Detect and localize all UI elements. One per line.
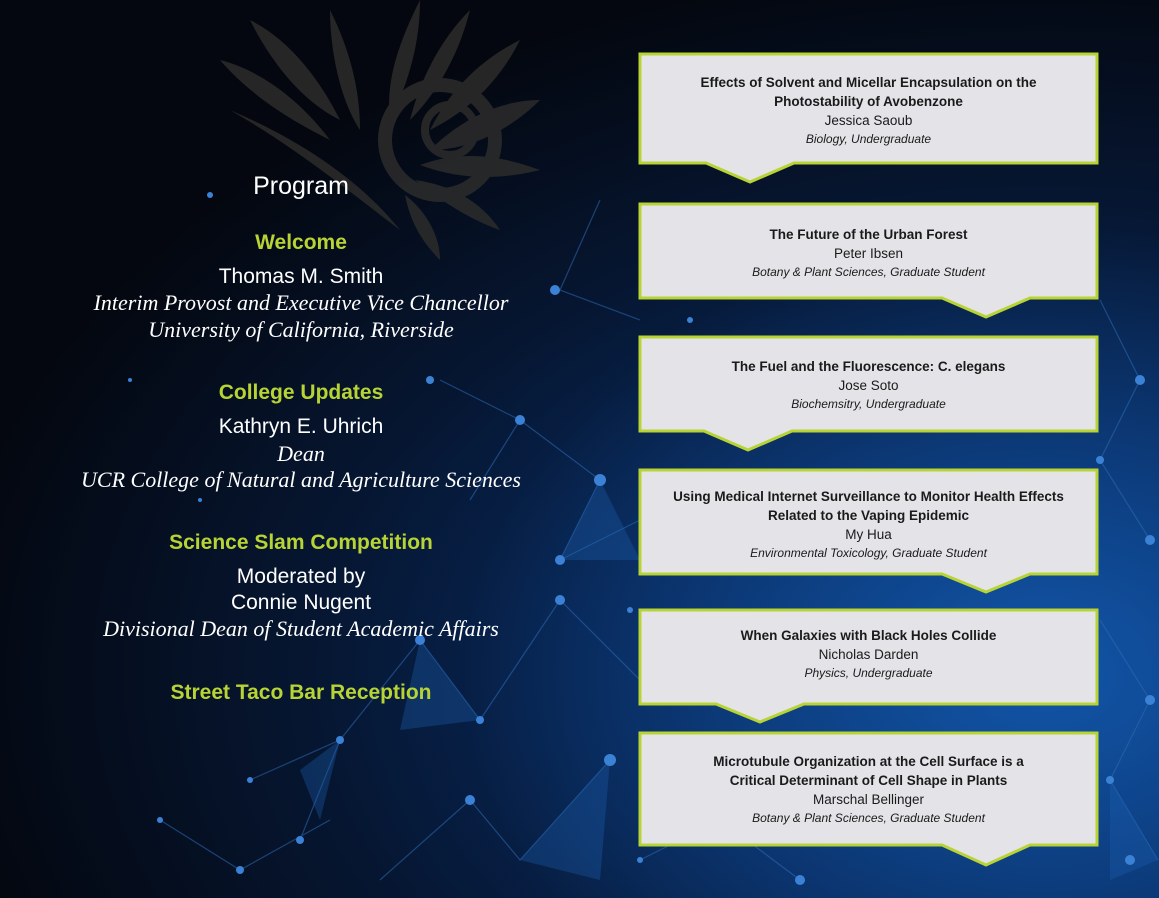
science-slam-moderated-by: Moderated by xyxy=(236,565,366,588)
science-slam-moderator-role: Divisional Dean of Student Academic Affairs xyxy=(103,616,499,641)
talk-presenter: Jose Soto xyxy=(838,378,899,393)
talk-presenter: Jessica Saoub xyxy=(824,113,913,128)
talk-title-line: Microtubule Organization at the Cell Surface is a xyxy=(713,754,1024,769)
talk-title-line: Related to the Vaping Epidemic xyxy=(767,508,970,523)
welcome-speaker-name: Thomas M. Smith xyxy=(218,265,384,288)
talk-card-content xyxy=(638,752,1099,827)
welcome-speaker-role: Interim Provost and Executive Vice Chancellor xyxy=(93,290,509,315)
college-updates-speaker-name: Kathryn E. Uhrich xyxy=(218,415,384,438)
talk-department: Botany & Plant Sciences, Graduate Student xyxy=(752,265,985,279)
talk-card xyxy=(638,202,1099,322)
talk-card xyxy=(638,468,1099,596)
talk-title-line: Effects of Solvent and Micellar Encapsulation on the xyxy=(700,75,1037,90)
talk-department: Biology, Undergraduate xyxy=(805,132,932,146)
talk-card xyxy=(638,731,1099,871)
talk-title-line: Using Medical Internet Surveillance to Monitor Health Effects xyxy=(673,489,1064,504)
talk-title-line: When Galaxies with Black Holes Collide xyxy=(740,628,997,643)
talk-title-line: The Fuel and the Fluorescence: C. elegans xyxy=(731,359,1006,374)
talk-department: Biochemsitry, Undergraduate xyxy=(791,397,946,411)
talk-presenter: Marschal Bellinger xyxy=(812,792,925,807)
welcome-heading: Welcome xyxy=(255,231,347,254)
talk-card-content xyxy=(638,626,1099,682)
talk-department: Botany & Plant Sciences, Graduate Student xyxy=(752,811,985,825)
talk-title-line: The Future of the Urban Forest xyxy=(769,227,968,242)
talk-presenter: My Hua xyxy=(845,527,892,542)
talk-title-line: Critical Determinant of Cell Shape in Plants xyxy=(729,773,1008,788)
talk-presenter: Nicholas Darden xyxy=(818,647,919,662)
talk-card-content xyxy=(638,357,1099,413)
talk-card-content xyxy=(638,73,1099,148)
talk-department: Physics, Undergraduate xyxy=(804,666,933,680)
welcome-speaker-affiliation: University of California, Riverside xyxy=(148,317,454,342)
college-updates-heading: College Updates xyxy=(218,381,384,404)
talk-card xyxy=(638,608,1099,726)
talk-card xyxy=(638,335,1099,455)
college-updates-speaker-role: Dean xyxy=(277,441,325,466)
talk-department: Environmental Toxicology, Graduate Student xyxy=(750,546,987,560)
talk-card-content xyxy=(638,487,1099,562)
talk-card-content xyxy=(638,225,1099,281)
science-slam-moderator-name: Connie Nugent xyxy=(230,591,372,614)
talk-title-line: Photostability of Avobenzone xyxy=(774,94,963,109)
reception-heading: Street Taco Bar Reception xyxy=(170,681,432,704)
program-title: Program xyxy=(253,172,349,200)
talk-card xyxy=(638,52,1099,187)
talk-presenter: Peter Ibsen xyxy=(833,246,904,261)
college-updates-speaker-affiliation: UCR College of Natural and Agriculture Sciences xyxy=(81,467,521,492)
science-slam-heading: Science Slam Competition xyxy=(169,531,433,554)
